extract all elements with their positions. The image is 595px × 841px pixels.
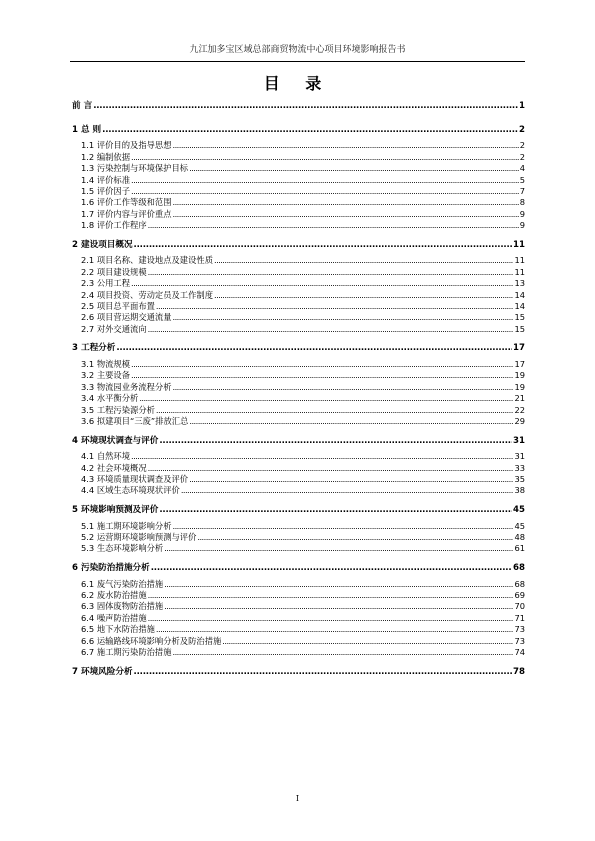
dot-leader	[173, 139, 519, 151]
dot-leader	[189, 473, 513, 485]
toc-entry-page-number: 9	[519, 220, 525, 231]
dot-leader	[134, 239, 512, 251]
toc-entry-page-number: 11	[514, 266, 525, 277]
toc-section-entry[interactable]	[72, 369, 525, 381]
toc-section-entry[interactable]	[72, 450, 525, 462]
toc-entry-label: 2.2 项目建设规模	[81, 266, 147, 277]
dot-leader	[159, 435, 512, 447]
toc-chapter-entry[interactable]	[72, 124, 525, 136]
toc-entry-label: 3.1 物流规模	[81, 359, 131, 369]
toc-section-entry[interactable]	[72, 323, 525, 335]
dot-leader	[173, 646, 514, 658]
toc-entry-label: 1.3 污染控制与环境保护目标	[81, 163, 189, 174]
toc-entry-label: 2.1 项目名称、建设地点及建设性质	[81, 255, 213, 266]
toc-title: 目 录	[263, 74, 332, 93]
toc-entry-page-number: 2	[519, 124, 525, 135]
toc-entry-label: 1.7 评价内容与评价重点	[81, 208, 172, 219]
toc-entry-label: 1.5 评价因子	[81, 186, 131, 196]
toc-section-entry[interactable]	[72, 623, 525, 635]
table-of-contents	[72, 0, 525, 841]
toc-chapter-entry[interactable]	[72, 239, 525, 251]
dot-leader	[151, 562, 512, 574]
toc-chapter-entry[interactable]	[72, 504, 525, 516]
toc-section-entry[interactable]	[72, 462, 525, 474]
toc-entry-page-number: 48	[514, 532, 525, 542]
dot-leader	[148, 462, 514, 474]
toc-entry-page-number: 2	[519, 151, 525, 162]
toc-entry-page-number: 31	[514, 451, 525, 462]
toc-entry-page-number: 11	[513, 239, 525, 250]
toc-entry-page-number: 5	[519, 174, 525, 185]
toc-entry-page-number: 45	[513, 505, 525, 515]
toc-entry-label: 3.4 水平衡分析	[81, 393, 139, 404]
page-number: I	[295, 794, 300, 803]
toc-entry-page-number: 8	[519, 197, 525, 208]
toc-entry-page-number: 19	[514, 381, 525, 392]
toc-entry-page-number: 17	[513, 343, 525, 354]
dot-leader	[173, 520, 514, 532]
dot-leader	[197, 531, 513, 543]
dot-leader	[222, 635, 513, 647]
toc-section-entry[interactable]	[72, 542, 525, 554]
toc-section-entry[interactable]	[72, 392, 525, 404]
toc-section-entry[interactable]	[72, 415, 525, 427]
dot-leader	[148, 323, 514, 335]
dot-leader	[148, 589, 514, 601]
toc-entry-label: 6 污染防治措施分析	[72, 563, 150, 573]
toc-entry-label: 1.2 编制依据	[81, 151, 131, 162]
toc-entry-label: 6.6 运输路线环境影响分析及防治措施	[81, 635, 222, 646]
dot-leader	[164, 542, 513, 554]
dot-leader	[148, 612, 514, 624]
toc-entry-label: 7 环境风险分析	[72, 666, 133, 677]
toc-entry-label: 4.1 自然环境	[81, 451, 131, 462]
toc-entry-page-number: 74	[514, 647, 525, 657]
dot-leader	[116, 342, 512, 354]
toc-entry-label: 2.7 对外交通流向	[81, 323, 147, 334]
toc-entry-page-number: 14	[514, 289, 525, 300]
toc-entry-label: 6.5 地下水防治措施	[81, 624, 155, 635]
toc-section-entry[interactable]	[72, 219, 525, 231]
toc-entry-page-number: 7	[519, 186, 525, 196]
toc-section-entry[interactable]	[72, 311, 525, 323]
toc-entry-page-number: 1	[519, 101, 525, 111]
dot-leader	[173, 196, 519, 208]
toc-section-entry[interactable]	[72, 162, 525, 174]
dot-leader	[131, 277, 513, 289]
dot-leader	[173, 311, 514, 323]
toc-entry-page-number: 21	[514, 393, 525, 404]
toc-entry-label: 3.3 物流园业务流程分析	[81, 381, 172, 392]
toc-entry-label: 2.3 公用工程	[81, 278, 131, 289]
toc-entry-page-number: 9	[519, 208, 525, 219]
dot-leader	[131, 358, 513, 370]
toc-entry-page-number: 31	[513, 435, 525, 446]
toc-section-entry[interactable]	[72, 174, 525, 186]
toc-section-entry[interactable]	[72, 208, 525, 220]
toc-entry-label: 6.4 噪声防治措施	[81, 612, 147, 623]
toc-entry-page-number: 17	[514, 359, 525, 369]
toc-section-entry[interactable]	[72, 185, 525, 197]
toc-section-entry[interactable]	[72, 358, 525, 370]
dot-leader	[214, 289, 513, 301]
dot-leader	[93, 100, 518, 112]
dot-leader	[214, 254, 513, 266]
toc-entry-label: 2.6 项目营运期交通流量	[81, 312, 172, 323]
toc-section-entry[interactable]	[72, 404, 525, 416]
toc-entry-label: 4.2 社会环境概况	[81, 462, 147, 473]
toc-section-entry[interactable]	[72, 589, 525, 601]
toc-entry-label: 1.4 评价标准	[81, 174, 131, 185]
running-header: 九江加多宝区域总部商贸物流中心项目环境影响报告书	[189, 45, 406, 55]
dot-leader	[131, 151, 519, 163]
toc-section-entry[interactable]	[72, 635, 525, 647]
toc-entry-label: 1.8 评价工作程序	[81, 220, 147, 231]
toc-entry-page-number: 70	[514, 601, 525, 612]
toc-entry-page-number: 78	[513, 666, 525, 677]
toc-chapter-entry[interactable]	[72, 100, 525, 112]
dot-leader	[173, 208, 519, 220]
toc-entry-label: 3 工程分析	[72, 343, 116, 354]
dot-leader	[148, 266, 514, 278]
toc-chapter-entry[interactable]	[72, 666, 525, 678]
toc-entry-page-number: 2	[519, 140, 525, 151]
dot-leader	[181, 484, 514, 496]
toc-entry-label: 4.3 环境质量现状调查及评价	[81, 474, 189, 484]
toc-chapter-entry[interactable]	[72, 342, 525, 354]
toc-entry-page-number: 61	[514, 543, 525, 554]
toc-entry-page-number: 35	[514, 474, 525, 484]
toc-entry-label: 3.5 工程污染源分析	[81, 404, 155, 415]
toc-entry-label: 1 总 则	[72, 124, 102, 135]
toc-entry-label: 2.5 项目总平面布置	[81, 301, 155, 311]
toc-entry-label: 6.2 废水防治措施	[81, 590, 147, 600]
toc-entry-page-number: 29	[514, 416, 525, 426]
toc-entry-page-number: 15	[514, 323, 525, 334]
toc-entry-label: 5 环境影响预测及评价	[72, 505, 159, 515]
toc-section-entry[interactable]	[72, 254, 525, 266]
toc-entry-label: 2 建设项目概况	[72, 239, 133, 250]
dot-leader	[189, 415, 513, 427]
toc-section-entry[interactable]	[72, 473, 525, 485]
dot-leader	[159, 504, 512, 516]
toc-section-entry[interactable]	[72, 266, 525, 278]
toc-entry-page-number: 14	[514, 301, 525, 311]
toc-entry-label: 6.3 固体废物防治措施	[81, 601, 164, 612]
dot-leader	[156, 404, 514, 416]
dot-leader	[164, 600, 513, 612]
toc-section-entry[interactable]	[72, 381, 525, 393]
dot-leader	[156, 300, 514, 312]
toc-section-entry[interactable]	[72, 196, 525, 208]
toc-entry-label: 4.4 区域生态环境现状评价	[81, 485, 180, 496]
toc-section-entry[interactable]	[72, 646, 525, 658]
toc-entry-label: 5.2 运营期环境影响预测与评价	[81, 532, 197, 542]
toc-section-entry[interactable]	[72, 600, 525, 612]
toc-entry-page-number: 71	[514, 612, 525, 623]
toc-entry-label: 3.6 拟建项目“三废”排放汇总	[81, 416, 189, 426]
toc-entry-page-number: 69	[514, 590, 525, 600]
dot-leader	[131, 369, 513, 381]
toc-entry-label: 3.2 主要设备	[81, 370, 131, 381]
toc-entry-page-number: 13	[514, 278, 525, 289]
toc-entry-page-number: 15	[514, 312, 525, 323]
toc-entry-page-number: 68	[513, 563, 525, 573]
toc-entry-label: 1.1 评价目的及指导思想	[81, 140, 172, 151]
toc-section-entry[interactable]	[72, 289, 525, 301]
dot-leader	[134, 666, 512, 678]
dot-leader	[131, 174, 519, 186]
toc-section-entry[interactable]	[72, 151, 525, 163]
dot-leader	[139, 392, 513, 404]
toc-entry-page-number: 38	[514, 485, 525, 496]
toc-entry-label: 1.6 评价工作等级和范围	[81, 197, 172, 208]
toc-section-entry[interactable]	[72, 612, 525, 624]
toc-entry-label: 2.4 项目投资、劳动定员及工作制度	[81, 289, 213, 300]
dot-leader	[173, 381, 514, 393]
toc-entry-page-number: 22	[514, 404, 525, 415]
dot-leader	[148, 219, 519, 231]
toc-entry-label: 6.1 废气污染防治措施	[81, 578, 164, 589]
toc-entry-page-number: 11	[514, 255, 525, 266]
dot-leader	[131, 185, 519, 197]
toc-entry-page-number: 19	[514, 370, 525, 381]
toc-entry-page-number: 4	[519, 163, 525, 174]
toc-entry-page-number: 33	[514, 462, 525, 473]
toc-section-entry[interactable]	[72, 484, 525, 496]
dot-leader	[164, 578, 513, 590]
toc-chapter-entry[interactable]	[72, 435, 525, 447]
toc-entry-page-number: 73	[514, 635, 525, 646]
dot-leader	[131, 450, 513, 462]
toc-section-entry[interactable]	[72, 139, 525, 151]
toc-section-entry[interactable]	[72, 520, 525, 532]
toc-entry-label: 4 环境现状调查与评价	[72, 435, 159, 446]
toc-section-entry[interactable]	[72, 531, 525, 543]
toc-entry-label: 6.7 施工期污染防治措施	[81, 647, 172, 657]
toc-section-entry[interactable]	[72, 578, 525, 590]
toc-chapter-entry[interactable]	[72, 562, 525, 574]
toc-entry-label: 5.3 生态环境影响分析	[81, 543, 164, 554]
toc-entry-label: 前 言	[72, 101, 93, 111]
toc-entry-page-number: 73	[514, 624, 525, 635]
toc-entry-page-number: 45	[514, 520, 525, 531]
dot-leader	[189, 162, 519, 174]
dot-leader	[102, 124, 518, 136]
toc-section-entry[interactable]	[72, 300, 525, 312]
toc-entry-label: 5.1 施工期环境影响分析	[81, 520, 172, 531]
toc-section-entry[interactable]	[72, 277, 525, 289]
dot-leader	[156, 623, 514, 635]
toc-entry-page-number: 68	[514, 578, 525, 589]
